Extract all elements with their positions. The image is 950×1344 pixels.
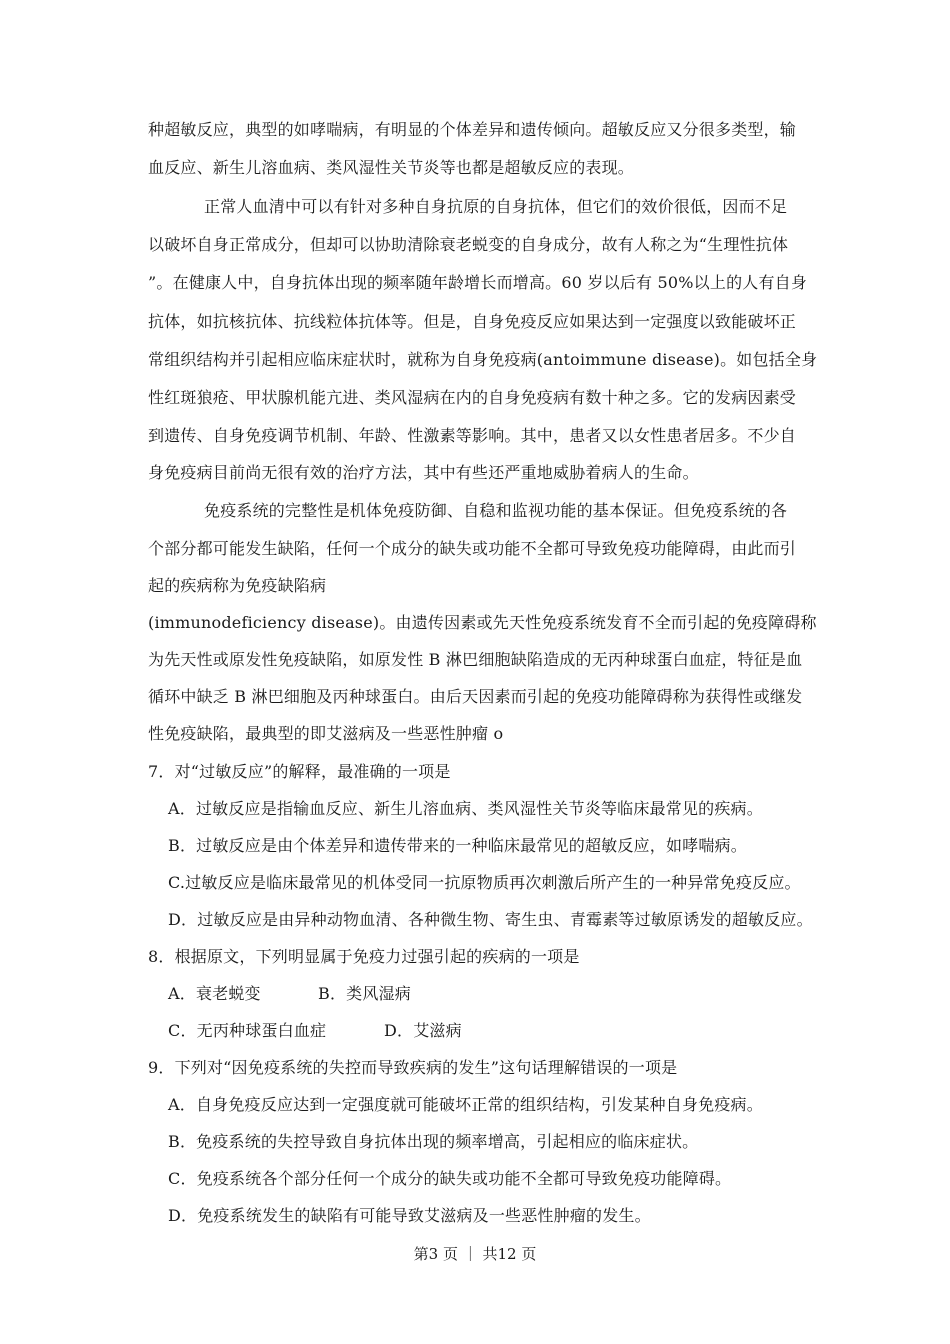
question-8-option-a: A．衰老蜕变 [168, 984, 261, 1003]
passage-line: 正常人血清中可以有针对多种自身抗原的自身抗体，但它们的效价很低，因而不足 [204, 197, 788, 216]
passage-line: 种超敏反应，典型的如哮喘病，有明显的个体差异和遗传倾向。超敏反应又分很多类型，输 [148, 120, 797, 139]
passage-line: ”。在健康人中，自身抗体出现的频率随年龄增长而增高。60 岁以后有 50%以上的人有自身 [148, 273, 808, 292]
question-9-option-a: A．自身免疫反应达到一定强度就可能破坏正常的组织结构，引发某种自身免疫病。 [168, 1095, 763, 1114]
passage-line: (immunodeficiency disease)。由遗传因素或先天性免疫系统发育不全而引起的免疫障碍称 [148, 613, 817, 632]
passage-line: 抗体，如抗核抗体、抗线粒体抗体等。但是，自身免疫反应如果达到一定强度以致能破坏正 [148, 312, 797, 331]
passage-line: 到遗传、自身免疫调节机制、年龄、性激素等影响。其中，患者又以女性患者居多。不少自 [148, 426, 797, 445]
question-9-option-b: B．免疫系统的失控导致自身抗体出现的频率增高，引起相应的临床症状。 [168, 1132, 699, 1151]
question-7-option-c: C.过敏反应是临床最常见的机体受同一抗原物质再次刺激后所产生的一种异常免疫反应。 [168, 873, 801, 892]
passage-line: 个部分都可能发生缺陷，任何一个成分的缺失或功能不全都可导致免疫功能障碍，由此而引 [148, 539, 797, 558]
passage-line: 免疫系统的完整性是机体免疫防御、自稳和监视功能的基本保证。但免疫系统的各 [204, 501, 788, 520]
question-8-option-b: B．类风湿病 [318, 984, 411, 1003]
question-8-option-d: D．艾滋病 [384, 1021, 462, 1040]
question-8-options-row-2 [168, 1021, 828, 1041]
question-7-stem: 7．对“过敏反应”的解释，最准确的一项是 [148, 762, 451, 781]
question-7-option-a: A．过敏反应是指输血反应、新生儿溶血病、类风湿性关节炎等临床最常见的疾病。 [168, 799, 763, 818]
passage-line: 为先天性或原发性免疫缺陷，如原发性 B 淋巴细胞缺陷造成的无丙种球蛋白血症，特征是血 [148, 650, 803, 669]
question-9-stem: 9．下列对“因免疫系统的失控而导致疾病的发生”这句话理解错误的一项是 [148, 1058, 678, 1077]
question-8-stem: 8．根据原文，下列明显属于免疫力过强引起的疾病的一项是 [148, 947, 580, 966]
passage-line: 性免疫缺陷，最典型的即艾滋病及一些恶性肿瘤 o [148, 724, 504, 743]
passage-line: 循环中缺乏 B 淋巴细胞及丙种球蛋白。由后天因素而引起的免疫功能障碍称为获得性或继发 [148, 687, 803, 706]
question-7-option-d: D．过敏反应是由异种动物血清、各种微生物、寄生虫、青霉素等过敏原诱发的超敏反应。 [168, 910, 813, 929]
question-7-option-b: B．过敏反应是由个体差异和遗传带来的一种临床最常见的超敏反应，如哮喘病。 [168, 836, 747, 855]
passage-line: 身免疫病目前尚无很有效的治疗方法，其中有些还严重地威胁着病人的生命。 [148, 463, 699, 482]
passage-line: 以破坏自身正常成分，但却可以协助清除衰老蜕变的自身成分，故有人称之为“生理性抗体 [148, 235, 789, 254]
passage-line: 血反应、新生儿溶血病、类风湿性关节炎等也都是超敏反应的表现。 [148, 158, 635, 177]
question-9-option-c: C．免疫系统各个部分任何一个成分的缺失或功能不全都可导致免疫功能障碍。 [168, 1169, 732, 1188]
page-footer: 第3 页 ｜ 共12 页 [413, 1245, 537, 1263]
question-9-option-d: D．免疫系统发生的缺陷有可能导致艾滋病及一些恶性肿瘤的发生。 [168, 1206, 651, 1225]
question-8-option-c: C．无丙种球蛋白血症 [168, 1021, 327, 1040]
question-8-options-row-1 [168, 984, 828, 1004]
passage-line: 性红斑狼疮、甲状腺机能亢进、类风湿病在内的自身免疫病有数十种之多。它的发病因素受 [148, 388, 797, 407]
passage-line: 常组织结构并引起相应临床症状时，就称为自身免疫病(antoimmune disease)。如包括全身 [148, 350, 818, 369]
passage-line: 起的疾病称为免疫缺陷病 [148, 576, 327, 595]
